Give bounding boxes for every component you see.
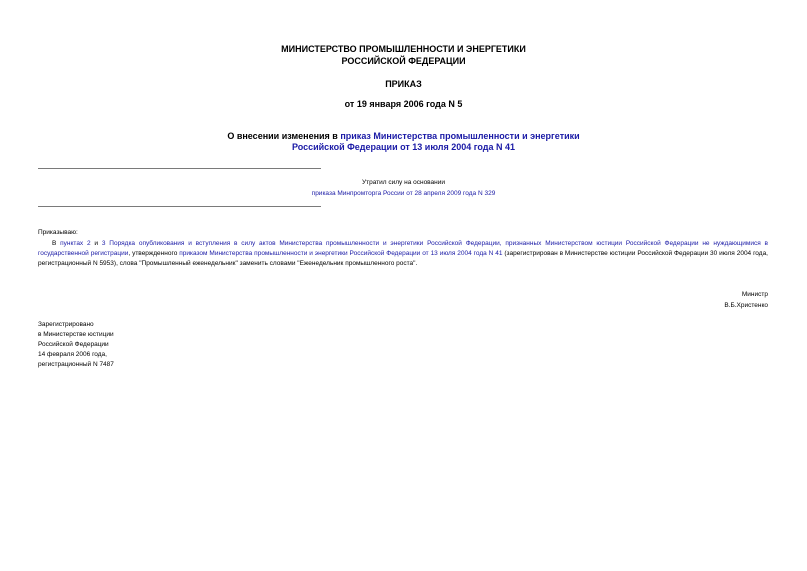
paragraph-start: В <box>52 240 61 247</box>
paragraph-mid: , утвержденного <box>128 250 180 257</box>
ministry-line-2: РОССИЙСКОЙ ФЕДЕРАЦИИ <box>341 56 466 66</box>
title-link-line-2[interactable]: Российской Федерации от 13 июля 2004 года N 41 <box>291 142 516 152</box>
link-procedure[interactable]: Порядка опубликования и вступления в силу актов Министерства промышленности и энергетики Российской Федерации, признанных Министерством юстиции Российской Федерации не нуждающимися в государственной регистрации <box>38 240 769 257</box>
divider-top <box>38 168 321 169</box>
link-order[interactable]: приказом Министерства промышленности и энергетики Российской Федерации от 13 июля 2004 года N 41 <box>179 250 503 257</box>
link-points[interactable]: пунктах 2 <box>60 240 91 247</box>
title-link-line-1[interactable]: приказ Министерства промышленности и энергетики <box>340 131 580 141</box>
order-word: Приказываю: <box>38 229 78 236</box>
title-prefix: О внесении изменения в <box>227 131 341 141</box>
order-paragraph <box>38 239 768 269</box>
registration-block <box>38 320 114 370</box>
document-title-line-2 <box>0 142 807 153</box>
signature-name: В.Б.Христенко <box>724 302 768 309</box>
status-note: Утратил силу на основании <box>361 179 446 186</box>
registration-line-3: Российской Федерации <box>38 341 109 348</box>
registration-line-2: в Министерстве юстиции <box>38 331 114 338</box>
paragraph-end: (зарегистрирован в Министерстве юстиции Российской Федерации 30 июля 2004 года, регистрационный N 5953), слова "Промышленный еженедельник" заменить словами "Еженедельник промышленного роста". <box>38 250 768 267</box>
status-note-link[interactable]: приказа Минпромторга России от 28 апреля 2009 года N 329 <box>311 190 496 197</box>
signature-position: Министр <box>741 291 768 298</box>
registration-line-1: Зарегистрировано <box>38 321 94 328</box>
document-title <box>0 131 807 142</box>
document-date: от 19 января 2006 года N 5 <box>344 99 463 109</box>
registration-line-5: регистрационный N 7487 <box>38 361 114 368</box>
ministry-line-1: МИНИСТЕРСТВО ПРОМЫШЛЕННОСТИ И ЭНЕРГЕТИКИ <box>281 44 526 54</box>
document-type: ПРИКАЗ <box>385 79 422 89</box>
paragraph-and: и <box>90 240 102 247</box>
link-point-3[interactable]: 3 <box>101 240 106 247</box>
registration-line-4: 14 февраля 2006 года, <box>38 351 107 358</box>
divider-bottom <box>38 206 321 207</box>
